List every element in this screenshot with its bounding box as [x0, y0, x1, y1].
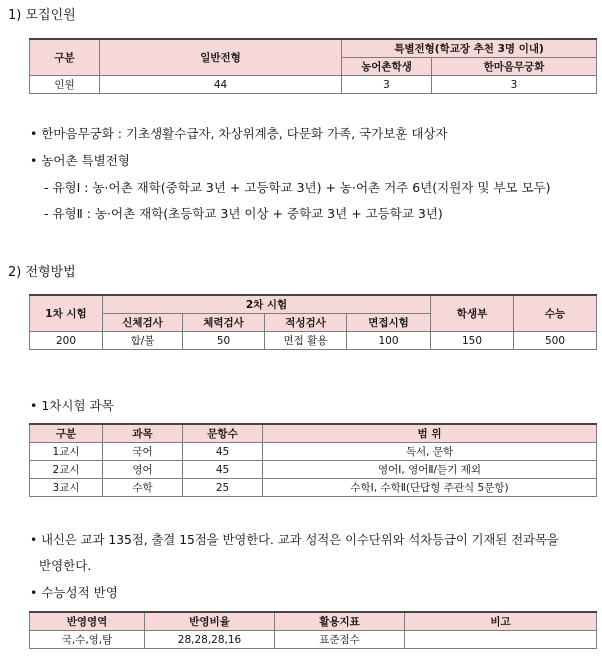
scope-cell: 독서, 문학: [263, 443, 597, 461]
suneung-header: 반영비율: [145, 612, 275, 631]
subjects-header: 문항수: [183, 424, 263, 443]
remarks-cell: [405, 631, 597, 649]
period-cell: 3교시: [30, 479, 103, 497]
period-cell: 2교시: [30, 461, 103, 479]
value-suneung: 500: [514, 332, 597, 350]
area-cell: 국,수,영,탐: [30, 631, 145, 649]
col-first-exam: 1차 시험: [30, 295, 103, 332]
note-line2: 반영한다.: [39, 558, 92, 573]
value-physical: 합/불: [103, 332, 183, 350]
col-fitness: 체력검사: [183, 314, 265, 332]
col-general: 일반전형: [100, 39, 342, 76]
suneung-table: [29, 611, 597, 649]
col-interview: 면접시험: [347, 314, 431, 332]
rural-type2: - 유형Ⅱ : 농·어촌 재학(초등학교 3년 이상 + 중학교 3년 + 고등학교 3년): [44, 206, 443, 221]
ratio-cell: 28,28,28,16: [145, 631, 275, 649]
col-special: 특별전형(학교장 추천 3명 이내): [342, 39, 597, 58]
col-gubun: 구분: [30, 39, 100, 76]
bullet-first-exam-subjects: • 1차시험 과목: [30, 398, 114, 413]
col-second-exam: 2차 시험: [103, 295, 431, 314]
subjects-table: [29, 423, 597, 497]
scope-cell: 영어Ⅰ, 영어Ⅱ/듣기 제외: [263, 461, 597, 479]
value-interview: 100: [347, 332, 431, 350]
suneung-header: 반영영역: [30, 612, 145, 631]
scope-cell: 수학Ⅰ, 수학Ⅱ(단답형 주관식 5문항): [263, 479, 597, 497]
suneung-header: 비고: [405, 612, 597, 631]
table-row: [30, 443, 597, 461]
bullet-hanmaeum: • 한마음무궁화 : 기초생활수급자, 차상위계층, 다문화 가족, 국가보훈 대상자: [30, 126, 448, 141]
bullet-suneung: • 수능성적 반영: [30, 585, 118, 600]
subjects-header: 구분: [30, 424, 103, 443]
period-cell: 1교시: [30, 443, 103, 461]
col-aptitude: 적성검사: [265, 314, 347, 332]
value-school: 150: [431, 332, 514, 350]
table-row: [30, 479, 597, 497]
subjects-header: 범 위: [263, 424, 597, 443]
general-count: 44: [100, 76, 342, 94]
hanmaeum-count: 3: [432, 76, 597, 94]
questions-cell: 45: [183, 443, 263, 461]
value-fitness: 50: [183, 332, 265, 350]
recruitment-table: [29, 38, 597, 94]
col-physical: 신체검사: [103, 314, 183, 332]
subject-cell: 국어: [103, 443, 183, 461]
rural-type1: - 유형Ⅰ : 농·어촌 재학(중학교 3년 + 고등학교 3년) + 농·어촌 거주 6년(지원자 및 부모 모두): [44, 180, 551, 195]
questions-cell: 45: [183, 461, 263, 479]
table-row: [30, 631, 597, 649]
section2-heading: 2) 전형방법: [8, 265, 76, 280]
value-first: 200: [30, 332, 103, 350]
section1-heading: 1) 모집인원: [8, 8, 76, 23]
selection-method-table: [29, 294, 597, 350]
bullet-rural: • 농어촌 특별전형: [30, 153, 130, 168]
value-aptitude: 면접 활용: [265, 332, 347, 350]
index-cell: 표준점수: [275, 631, 405, 649]
row-label: 인원: [30, 76, 100, 94]
col-rural: 농어촌학생: [342, 58, 432, 76]
col-school-record: 학생부: [431, 295, 514, 332]
subject-cell: 수학: [103, 479, 183, 497]
col-suneung: 수능: [514, 295, 597, 332]
questions-cell: 25: [183, 479, 263, 497]
rural-count: 3: [342, 76, 432, 94]
suneung-header: 활용지표: [275, 612, 405, 631]
col-hanmaeum: 한마음무궁화: [432, 58, 597, 76]
subject-cell: 영어: [103, 461, 183, 479]
table-row: [30, 461, 597, 479]
note-line1: • 내신은 교과 135점, 출결 15점을 반영한다. 교과 성적은 이수단위와 석차등급이 기재된 전과목을: [30, 533, 559, 547]
subjects-header: 과목: [103, 424, 183, 443]
